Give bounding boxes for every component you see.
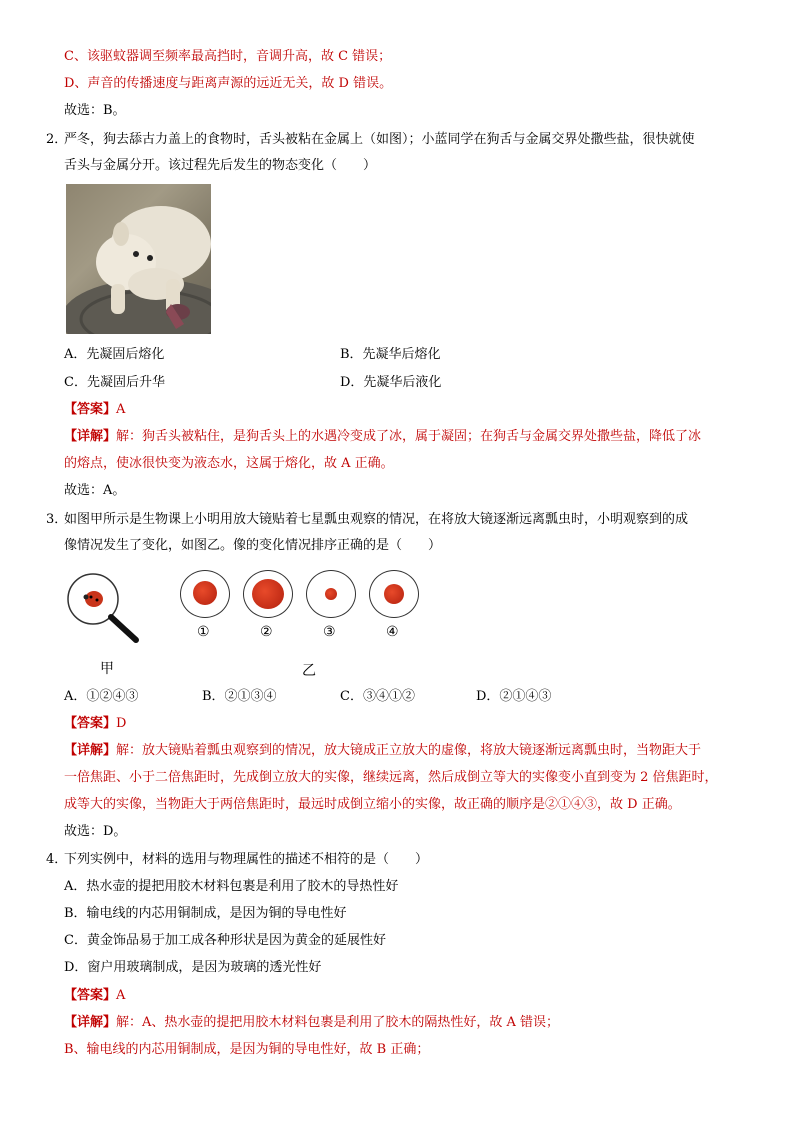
answer-value: D [116,716,127,731]
image-circle-4 [369,570,419,618]
q4-option-b: B．输电线的内芯用铜制成，是因为铜的导电性好 [64,906,347,921]
q4-option-d: D．窗户用玻璃制成，是因为玻璃的透光性好 [64,960,322,975]
question-number: 4． [46,852,68,867]
image-circle-3 [306,570,356,618]
detail-label: 【详解】 [64,743,117,758]
answer-value: A [116,988,126,1003]
q4-detail-line1 [64,1013,559,1033]
q4-option-c: C．黄金饰品易于加工成各种形状是因为黄金的延展性好 [64,933,386,948]
answer-value: A [116,402,126,417]
q2-detail-line2: 的熔点，使冰很快变为液态水，这属于熔化，故 A 正确。 [64,456,394,471]
q2-option-b: B．先凝华后熔化 [340,347,441,362]
dog-licking-manhole-image [66,184,211,334]
q3-option-a: A．①②④③ [64,689,139,704]
ladybug-icon [193,581,217,605]
q2-detail-line1 [64,427,701,447]
question-text: 如图甲所示是生物课上小明用放大镜贴着七星瓢虫观察的情况，在将放大镜逐渐远离瓢虫时，小明观察到的成 [64,512,689,527]
question-2-line1 [46,130,695,150]
ladybug-icon [252,579,284,609]
question-number: 3． [46,512,68,527]
question-number: 2． [46,132,68,147]
q2-choose: 故选：A。 [64,483,126,498]
question-3-line1 [46,510,689,530]
figure-yi-label: 乙 [302,663,316,679]
q3-choose: 故选：D。 [64,824,127,839]
q3-detail-line2: 一倍焦距、小于二倍焦距时，先成倒立放大的实像，继续远离，然后成倒立等大的实像变小直到变为 2 倍焦距时， [64,770,718,785]
circle-label-3: ③ [323,624,336,640]
answer-label: 【答案】 [64,988,117,1003]
answer-label: 【答案】 [64,716,117,731]
question-2-line2: 舌头与金属分开。该过程先后发生的物态变化（ ） [64,158,377,173]
detail-label: 【详解】 [64,429,117,444]
q3-answer [64,714,126,734]
q3-option-d: D．②①④③ [476,689,552,704]
q4-option-a: A．热水壶的提把用胶木材料包裹是利用了胶木的导热性好 [64,879,399,894]
q3-detail-line1 [64,741,701,761]
dog-photo [66,184,211,334]
circle-label-2: ② [260,624,273,640]
q4-answer [64,986,125,1006]
circle-label-4: ④ [386,624,399,640]
ladybug-icon [325,588,337,600]
question-text: 严冬，狗去舔古力盖上的食物时，舌头被粘在金属上（如图）；小蓝同学在狗舌与金属交界处撒些盐，很快就使 [64,132,695,147]
detail-text: 解：A、热水壶的提把用胶木材料包裹是利用了胶木的隔热性好，故 A 错误； [116,1015,560,1030]
q2-answer [64,400,125,420]
figure-jia-label: 甲 [100,661,114,677]
image-circle-1 [180,570,230,618]
q2-option-d: D．先凝华后液化 [340,375,442,390]
image-circle-2 [243,570,293,618]
q3-detail-line3: 成等大的实像，当物距大于两倍焦距时，最远时成倒立缩小的实像，故正确的顺序是②①④③，故 D 正确。 [64,797,681,812]
question-4-line1 [46,850,429,870]
q2-option-a: A．先凝固后熔化 [64,347,165,362]
solution-line-d: D、声音的传播速度与距离声源的远近无关，故 D 错误。 [64,76,393,91]
circle-label-1: ① [197,624,210,640]
question-text: 下列实例中，材料的选用与物理属性的描述不相符的是（ ） [64,852,429,867]
q4-detail-line2: B、输电线的内芯用铜制成，是因为铜的导电性好，故 B 正确； [64,1042,430,1057]
solution-line-c: C、该驱蚊器调至频率最高挡时，音调升高，故 C 错误； [64,49,392,64]
ladybug-icon [384,584,404,604]
detail-text: 解：狗舌头被粘住，是狗舌头上的水遇冷变成了冰，属于凝固；在狗舌与金属交界处撒些盐，降低了冰 [116,429,702,444]
magnifier-icon [66,572,141,644]
detail-label: 【详解】 [64,1015,117,1030]
choose-line: 故选：B。 [64,103,126,118]
detail-text: 解：放大镜贴着瓢虫观察到的情况，放大镜成正立放大的虚像，将放大镜逐渐远离瓢虫时，当物距大于 [116,743,702,758]
q2-option-c: C．先凝固后升华 [64,375,165,390]
answer-label: 【答案】 [64,402,117,417]
q3-option-c: C．③④①② [340,689,415,704]
question-3-line2: 像情况发生了变化，如图乙。像的变化情况排序正确的是（ ） [64,538,442,553]
q3-option-b: B．②①③④ [202,689,277,704]
